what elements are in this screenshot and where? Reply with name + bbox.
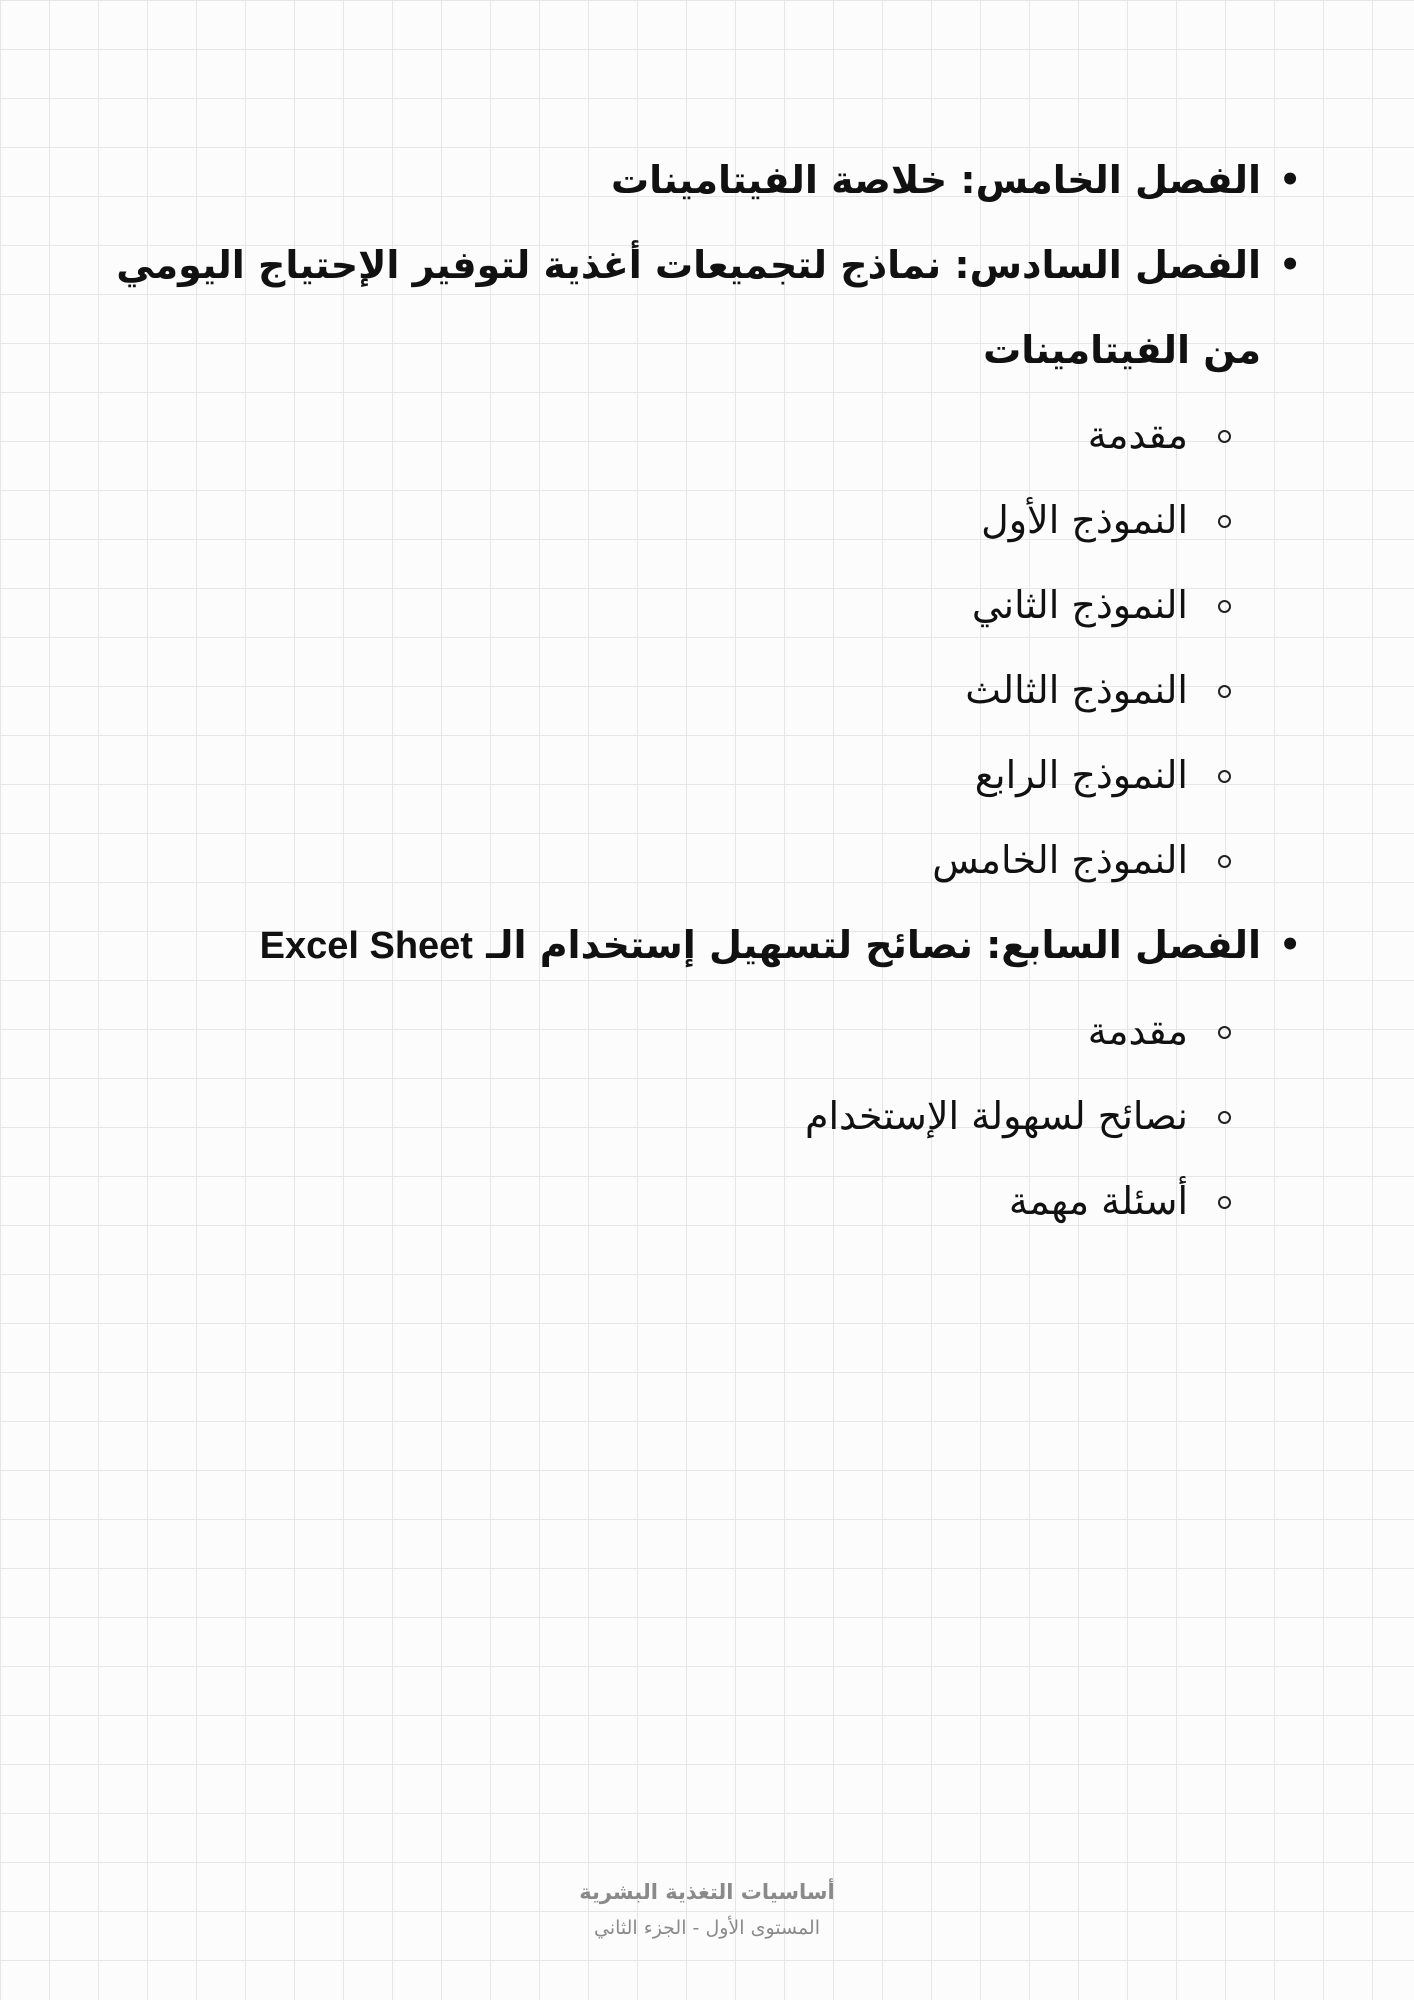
chapter-6-item-model-5[interactable]: النموذج الخامس: [101, 818, 1188, 903]
chapter-5-title[interactable]: • الفصل الخامس: خلاصة الفيتامينات: [101, 138, 1261, 223]
chapter-6-title[interactable]: • الفصل السادس: نماذج لتجميعات أغذية لتوفير الإحتياج اليومي من الفيتامينات: [101, 223, 1261, 393]
chapter-7-title-arabic: الفصل السابع: نصائح لتسهيل إستخدام الـ: [486, 923, 1261, 967]
chapter-7-item-intro[interactable]: مقدمة: [101, 989, 1188, 1074]
chapter-7-item-important-questions[interactable]: أسئلة مهمة: [101, 1159, 1188, 1244]
chapter-7-title[interactable]: [101, 903, 1261, 989]
footer-book-subtitle: المستوى الأول - الجزء الثاني: [594, 1917, 820, 1939]
chapter-7-title-latin: Excel Sheet: [259, 925, 473, 967]
chapter-7-item-usage-tips[interactable]: نصائح لسهولة الإستخدام: [101, 1074, 1188, 1159]
table-of-contents: [101, 138, 1261, 1244]
chapter-6-item-model-4[interactable]: النموذج الرابع: [101, 733, 1188, 818]
chapter-6-item-model-2[interactable]: النموذج الثاني: [101, 563, 1188, 648]
chapter-6-item-model-3[interactable]: النموذج الثالث: [101, 648, 1188, 733]
footer-book-title: أساسيات التغذية البشرية: [579, 1880, 835, 1904]
chapter-6-item-model-1[interactable]: النموذج الأول: [101, 478, 1188, 563]
chapter-6-item-intro[interactable]: مقدمة: [101, 393, 1188, 478]
